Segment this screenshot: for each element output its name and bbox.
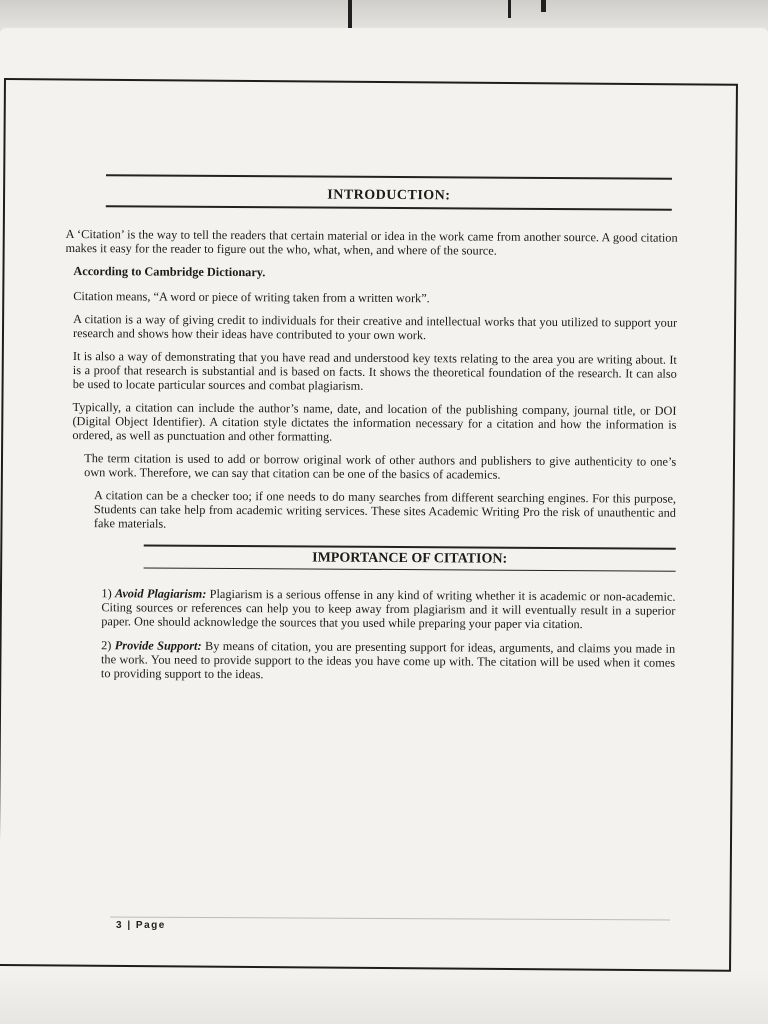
item-text: By means of citation, you are presenting support for ideas, arguments, and claims you made in the work. You need to provide support to the ideas you have come up with. The citation will be used when it comes to providing support to the ideas. [100,638,676,682]
page-number: 3 | Page [116,920,166,931]
item-title: Avoid Plagiarism: [115,586,207,601]
citation-means: Citation means, “A word or piece of writing taken from a written work”. [73,289,430,306]
item-number: 1) [101,586,112,601]
importance-item-2 [63,638,675,684]
binder-clip [541,0,546,12]
binder-clip [508,0,511,18]
importance-heading: IMPORTANCE OF CITATION: [312,550,508,567]
intro-paragraph-3: It is also a way of demonstrating that you have read and understood key texts relating to the area you are writing about. It is a proof that research is substantial and is based on facts. It shows the theoretical foundation of the research. It can also be used to locate particular sources and combat plagiarism. [72,349,677,393]
photo-shadow [0,968,768,1024]
intro-paragraph-2: A citation is a way of giving credit to individuals for their creative and intellectual works that you utilized to support your research and shows how their ideas have contributed to your own work. [72,312,678,343]
intro-paragraph-1: A ‘Citation’ is the way to tell the readers that certain material or idea in the work came from another source. A good citation makes it easy for the reader to figure out the who, what, when, and where of the source. [65,226,678,258]
binder-clip [348,0,352,30]
item-number: 2) [101,638,112,653]
introduction-heading: INTRODUCTION: [327,187,451,204]
importance-item-1 [63,586,675,632]
item-text: Plagiarism is a serious offense in any kind of writing whether it is academic or non-academic. Citing sources or references can help you to keep away from plagiarism and it will eventually result in a superior paper. One should acknowledge the sources that you used while preparing your paper via citation. [101,586,676,632]
item-title: Provide Support: [114,638,202,653]
page-content [63,174,678,694]
intro-paragraph-5: The term citation is used to add or borrow original work of other authors and publishers to give authenticity to one’s own work. Therefore, we can say that citation can be one of the basics of academics. [84,451,677,482]
intro-paragraph-4: Typically, a citation can include the author’s name, date, and location of the publishing company, journal title, or DOI (Digital Object Identifier). A citation style dictates the information necessary for a citation and how the information is ordered, as well as punctuation and other formatting. [72,400,677,444]
heading-rule-top [144,544,676,549]
intro-paragraph-6: A citation can be a checker too; if one needs to do many searches from different searching engines. For this purpose, Students can take help from academic writing services. These sites Academic Writing Pro the risk of unauthentic and fake materials. [93,488,677,531]
cambridge-label: According to Cambridge Dictionary. [73,264,266,280]
introduction-heading-block [106,174,672,210]
importance-heading-block [144,544,676,571]
